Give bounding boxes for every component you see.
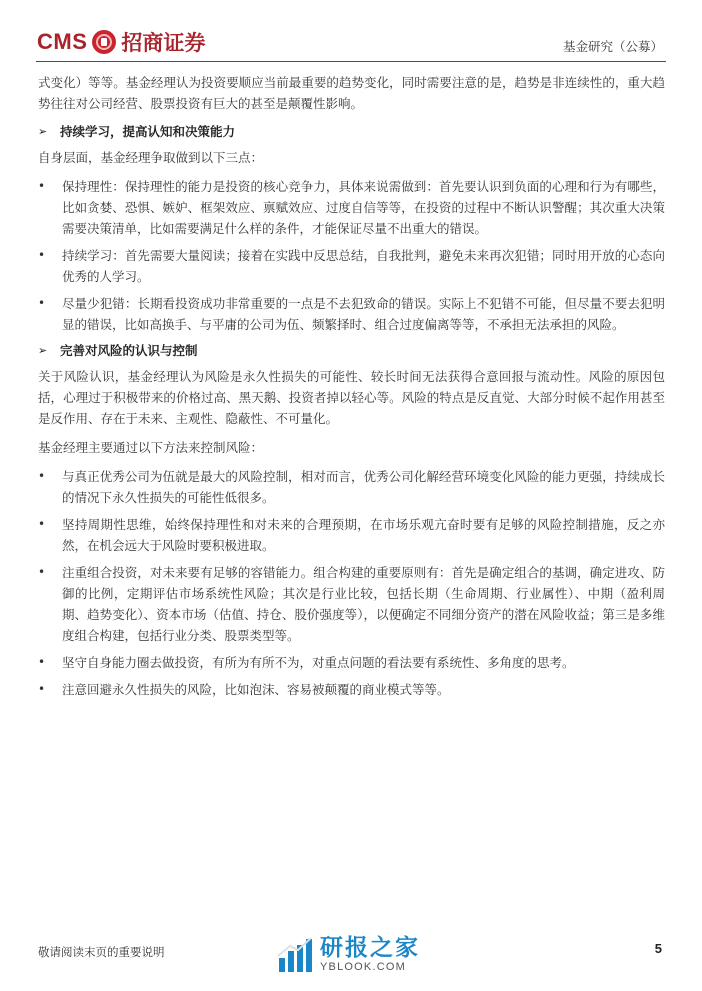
cms-logo — [37, 27, 205, 57]
document-body — [38, 72, 665, 706]
intro-paragraph: 式变化）等等。基金经理认为投资要顺应当前最重要的趋势变化，同时需要注意的是，趋势是非连续性的，重大趋势往往对公司经营、股票投资有巨大的甚至是颠覆性影响。 — [38, 75, 665, 111]
page-header — [0, 0, 702, 64]
section-title: 完善对风险的认识与控制 — [60, 343, 198, 358]
bullet-dot-icon: • — [38, 682, 46, 696]
list-item — [38, 466, 665, 508]
risk-control-lead: 基金经理主要通过以下方法来控制风险： — [38, 440, 264, 455]
bullet-dot-icon: • — [38, 517, 46, 531]
list-item-text: 注意回避永久性损失的风险，比如泡沫、容易被颠覆的商业模式等等。 — [62, 682, 450, 697]
watermark-en-text: YBLOOK.COM — [320, 961, 406, 973]
logo-badge-icon — [92, 30, 116, 54]
list-item — [38, 652, 665, 673]
bullet-dot-icon: • — [38, 655, 46, 669]
bullet-dot-icon: • — [38, 296, 46, 310]
page-number: 5 — [654, 941, 662, 956]
bar-chart-icon — [276, 936, 314, 974]
section-heading-risk — [38, 341, 665, 359]
arrow-bullet-icon: ➢ — [38, 124, 48, 138]
list-item-text: 与真正优秀公司为伍就是最大的风险控制，相对而言，优秀公司化解经营环境变化风险的能力更强，持续成长的情况下永久性损失的可能性低很多。 — [62, 469, 665, 505]
arrow-bullet-icon: ➢ — [38, 343, 48, 357]
section-lead: 自身层面，基金经理争取做到以下三点： — [38, 150, 264, 165]
list-item — [38, 562, 665, 646]
watermark-logo — [276, 935, 420, 974]
list-item — [38, 293, 665, 335]
list-item — [38, 176, 665, 239]
list-item — [38, 679, 665, 700]
watermark-cn-text: 研报之家 — [320, 935, 420, 961]
list-item-text: 尽量少犯错：长期看投资成功非常重要的一点是不去犯致命的错误。实际上不犯错不可能，但尽量不要去犯明显的错误，比如高换手、与平庸的公司为伍、频繁择时、组合过度偏离等等，不承担无法承担的风险。 — [62, 296, 665, 332]
logo-company-name: 招商证券 — [121, 31, 206, 55]
list-item-text: 坚持周期性思维，始终保持理性和对未来的合理预期，在市场乐观亢奋时要有足够的风险控制措施，反之亦然，在机会远大于风险时要积极进取。 — [62, 517, 665, 553]
list-item-text: 保持理性：保持理性的能力是投资的核心竞争力，具体来说需做到：首先要认识到负面的心理和行为有哪些，比如贪婪、恐惧、嫉妒、框架效应、禀赋效应、过度自信等等，在投资的过程中不断认识警醒；其次重大决策需要决策清单，比如需要满足什么样的条件，才能保证尽量不出重大的错误。 — [62, 179, 665, 236]
bullet-dot-icon: • — [38, 248, 46, 262]
section-title: 持续学习，提高认知和决策能力 — [60, 124, 236, 139]
risk-definition-paragraph: 关于风险认识，基金经理认为风险是永久性损失的可能性、较长时间无法获得合意回报与流动性。风险的原因包括，心理过于积极带来的价格过高、黑天鹅、投资者掉以轻心等。风险的特点是反直觉、大部分时候不起作用甚至是反作用、存在于未来、主观性、隐蔽性、不可量化。 — [38, 369, 665, 426]
list-item-text: 持续学习：首先需要大量阅读；接着在实践中反思总结，自我批判，避免未来再次犯错；同时用开放的心态向优秀的人学习。 — [62, 248, 665, 284]
list-item-text: 坚守自身能力圈去做投资，有所为有所不为，对重点问题的看法要有系统性、多角度的思考。 — [62, 655, 575, 670]
disclaimer-note: 敬请阅读末页的重要说明 — [38, 945, 165, 959]
section-heading-learning — [38, 122, 665, 140]
list-item — [38, 245, 665, 287]
header-divider — [36, 61, 666, 62]
bullet-dot-icon: • — [38, 469, 46, 483]
bullet-dot-icon: • — [38, 565, 46, 579]
list-item-text: 注重组合投资，对未来要有足够的容错能力。组合构建的重要原则有：首先是确定组合的基调，确定进攻、防御的比例，定期评估市场系统性风险；其次是行业比较，包括长期（生命周期、行业属性）、中期（盈利周期、趋势变化）、资本市场（估值、持仓、股价强度等），以便确定不同细分资产的潜在风险收益；第三是多维度组合构建，包括行业分类、股票类型等。 — [62, 565, 665, 643]
list-item — [38, 514, 665, 556]
logo-cms-text: CMS — [37, 29, 88, 54]
report-category: 基金研究（公募） — [562, 39, 663, 54]
bullet-dot-icon: • — [38, 179, 46, 193]
